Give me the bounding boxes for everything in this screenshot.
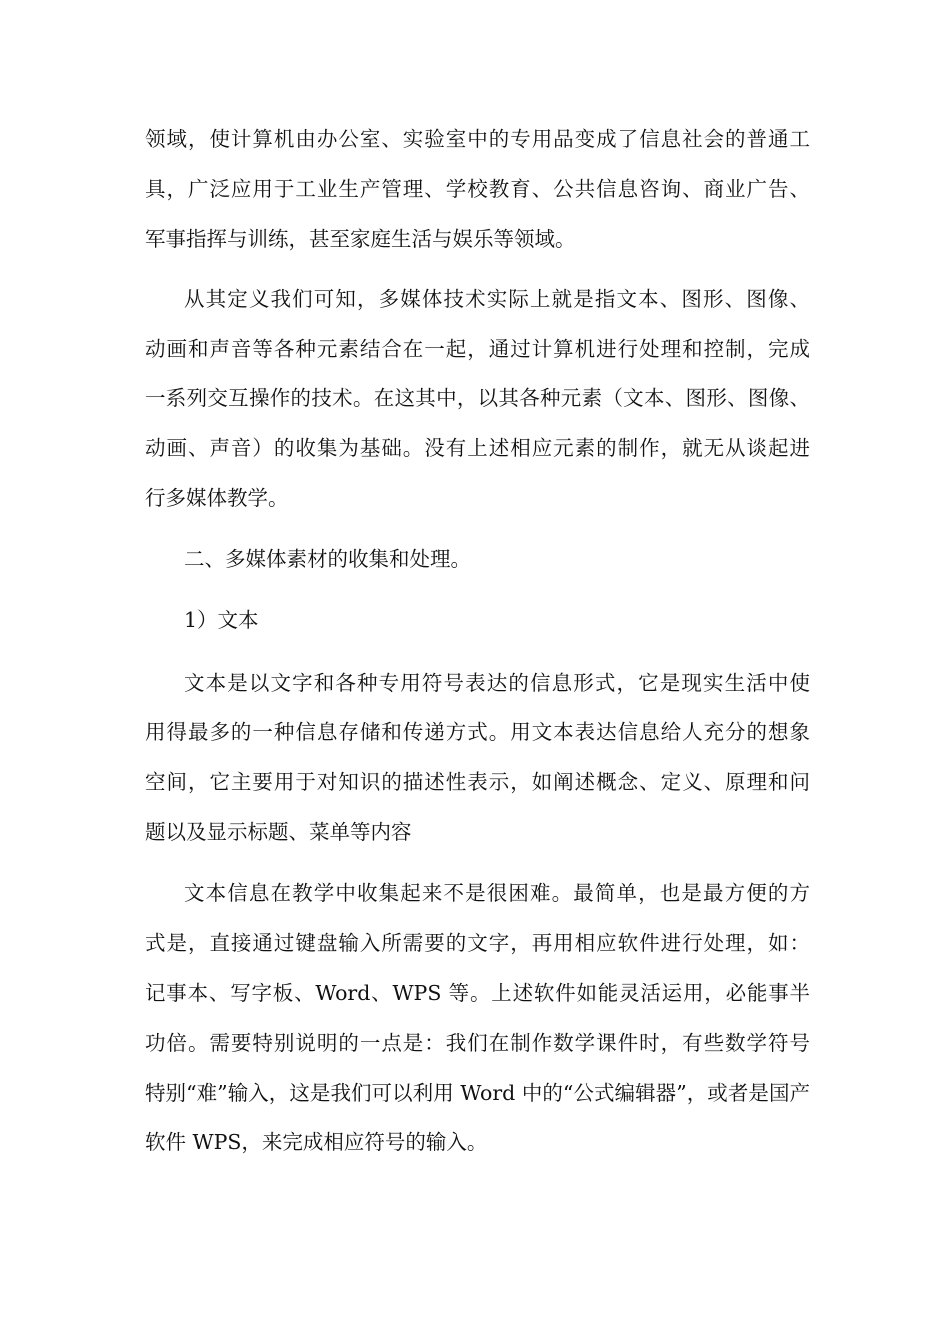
paragraph-line: 军事指挥与训练，甚至家庭生活与娱乐等领域。	[145, 227, 576, 251]
paragraph-line: 空间，它主要用于对知识的描述性表示，如阐述概念、定义、原理和问	[145, 770, 810, 794]
paragraph-line: 软件 WPS，来完成相应符号的输入。	[145, 1130, 488, 1154]
section-heading: 二、多媒体素材的收集和处理。	[184, 547, 471, 571]
paragraph-line: 题以及显示标题、菜单等内容	[145, 820, 412, 844]
paragraph-line: 动画、声音）的收集为基础。没有上述相应元素的制作，就无从谈起进	[145, 436, 810, 460]
paragraph-line: 式是，直接通过键盘输入所需要的文字，再用相应软件进行处理，如：	[145, 931, 810, 955]
paragraph-line: 用得最多的一种信息存储和传递方式。用文本表达信息给人充分的想象	[145, 720, 810, 744]
paragraph-line: 特别“难”输入，这是我们可以利用 Word 中的“公式编辑器”，或者是国产	[145, 1081, 810, 1105]
paragraph-line: 一系列交互操作的技术。在这其中，以其各种元素（文本、图形、图像、	[145, 386, 810, 410]
paragraph-line: 领域，使计算机由办公室、实验室中的专用品变成了信息社会的普通工	[145, 127, 810, 151]
paragraph-line: 动画和声音等各种元素结合在一起，通过计算机进行处理和控制，完成	[145, 337, 810, 361]
paragraph-line: 具，广泛应用于工业生产管理、学校教育、公共信息咨询、商业广告、	[145, 177, 810, 201]
subsection-heading: 1）文本	[184, 608, 259, 632]
paragraph-line: 从其定义我们可知，多媒体技术实际上就是指文本、图形、图像、	[184, 287, 810, 311]
paragraph-line: 功倍。需要特别说明的一点是：我们在制作数学课件时，有些数学符号	[145, 1031, 810, 1055]
paragraph-line: 文本信息在教学中收集起来不是很困难。最简单，也是最方便的方	[184, 881, 810, 905]
paragraph-line: 行多媒体教学。	[145, 486, 289, 510]
paragraph-line: 文本是以文字和各种专用符号表达的信息形式，它是现实生活中使	[184, 671, 810, 695]
paragraph-line: 记事本、写字板、Word、WPS 等。上述软件如能灵活运用，必能事半	[145, 981, 810, 1005]
